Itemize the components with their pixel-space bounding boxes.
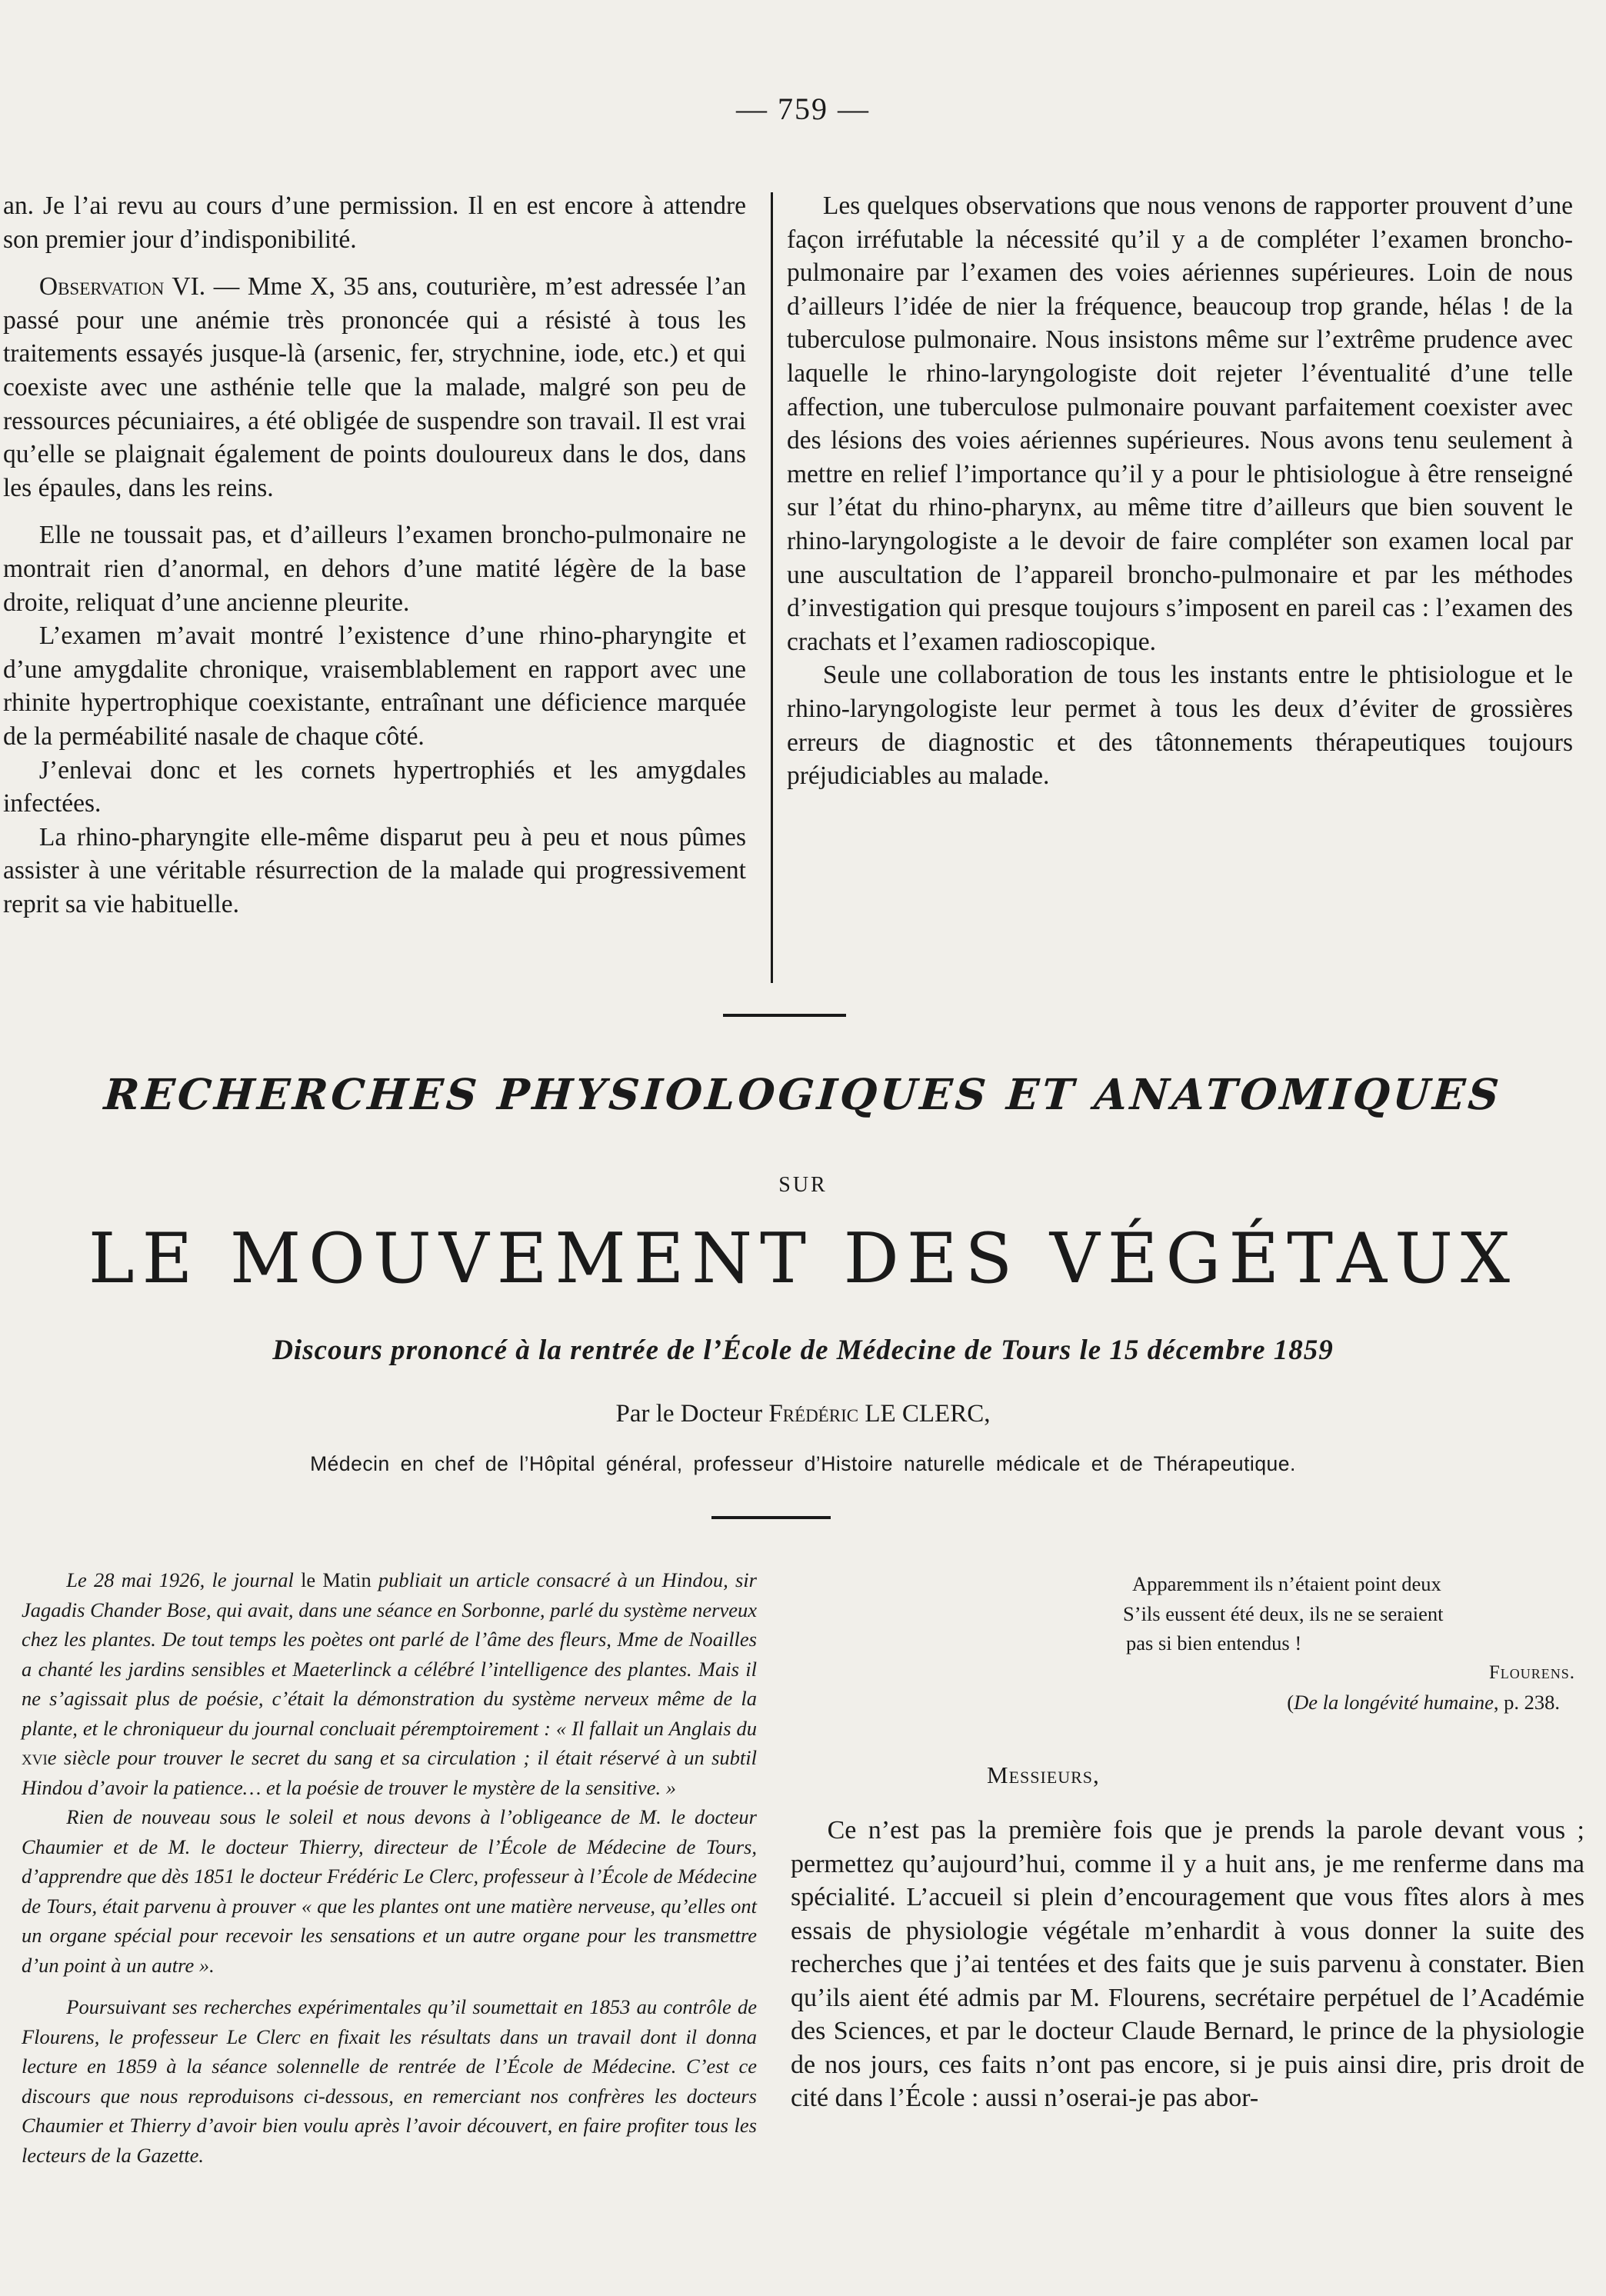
left-paragraph-5: J’enlevai donc et les cornets hypertrophiés et les amygdales infectées.	[3, 755, 746, 818]
speech-body	[791, 1814, 1584, 2115]
epigraph	[1123, 1569, 1583, 1718]
author-last-name: LE CLERC,	[858, 1400, 991, 1428]
right-column	[787, 189, 1573, 793]
section-separator-top	[723, 1014, 846, 1017]
left-paragraph-3: Elle ne toussait pas, et d’ailleurs l’examen broncho-pulmonaire ne montrait rien d’anormal, en dehors d’une matité légère de la base droite, reliquat d’une ancienne pleurite.	[3, 521, 746, 617]
observation-label: Observation VI.	[38, 272, 206, 302]
right-paragraph-2: Seule une collaboration de tous les instants entre le phtisiologue et le rhino-laryngologiste leur permet à tous les deux d’éviter de grossières erreurs de diagnostic et des tâtonnements thérapeutiques toujours préjudiciables au malade.	[787, 661, 1573, 791]
observation-text: — Mme X, 35 ans, couturière, m’est adressée l’an passé pour une anémie très prononcée qui a résisté à tous les traitements essayés jusque-là (arsenic, fer, strychnine, iode, etc.) et qui coexiste avec une asthénie telle que la malade, malgré son peu de ressources pécuniaires, a été obligée de suspendre son travail. Il est vrai qu’elle se plaignait également de points douloureux dans le dos, dans les épaules, dans les reins.	[3, 272, 746, 502]
left-paragraph-4: L’examen m’avait montré l’existence d’une rhino-pharyngite et d’une amygdalite chronique, vraisemblablement en rapport avec une rhinite hypertrophique coexistante, entraînant une déficience marquée de la perméabilité nasale de chaque côté.	[3, 621, 746, 751]
intro-newspaper-name: le Matin	[301, 1568, 372, 1591]
editorial-intro	[22, 1565, 757, 2170]
left-paragraph-1: an. Je l’ai revu au cours d’une permission. Il en est encore à attendre son premier jour d’indisponibilité.	[3, 192, 746, 254]
epigraph-author: Flourens.	[1488, 1661, 1575, 1683]
epigraph-source-page: , p. 238.	[1493, 1691, 1560, 1714]
byline-prefix: Par le Docteur	[615, 1400, 769, 1428]
article-title-line2: LE MOUVEMENT DES VÉGÉTAUX	[88, 1218, 1518, 1299]
epigraph-source	[1123, 1688, 1583, 1718]
article-subtitle: Discours prononcé à la rentrée de l’École de Médecine de Tours le 15 décembre 1859	[272, 1335, 1334, 1366]
section-separator-bottom	[711, 1516, 831, 1519]
epigraph-line-3: pas si bien entendus !	[1126, 1631, 1302, 1655]
epigraph-line-1: Apparemment ils n’étaient point deux	[1132, 1572, 1441, 1595]
column-divider	[771, 192, 773, 983]
left-column	[3, 189, 746, 921]
intro-century: xvi	[22, 1746, 48, 1769]
epigraph-line-2: S’ils eussent été deux, ils ne se seraient	[1123, 1601, 1444, 1625]
intro-paragraph-2: Rien de nouveau sous le soleil et nous devons à l’obligeance de M. le docteur Chaumier et de M. le docteur Thierry, directeur de l’École de Médecine de Tours, d’apprendre que dès 1851 le docteur Frédéric Le Clerc, professeur à l’École de Médecine de Tours, était parvenu à prouver « que les plantes ont une matière nerveuse, qu’elles ont un organe spécial pour recevoir les sensations et un autre organe pour les transmettre d’un point à un autre ».	[22, 1805, 757, 1977]
left-paragraph-observation	[3, 270, 746, 505]
epigraph-source-title: De la longévité humaine	[1294, 1691, 1494, 1714]
intro-p1-part-c: publiait un article consacré à un Hindou, sir Jagadis Chander Bose, qui avait, dans une séance en Sorbonne, parlé du système nerveux chez les plantes. De tout temps les poètes ont parlé de l’âme des fleurs, Mme de Noailles a chanté les jardins sensibles et Maeterlinck a célébré l’intelligence des plantes. Mais il ne s’agissait plus de poésie, c’était la démonstration du système nerveux même de la plante, et le chroniqueur du journal concluait péremptoirement : « Il fallait un Anglais du	[22, 1568, 757, 1740]
author-first-name: Frédéric	[768, 1400, 859, 1428]
right-paragraph-1: Les quelques observations que nous venons de rapporter prouvent d’une façon irréfutable la nécessité qu’il y a de compléter l’examen broncho-pulmonaire par l’examen des voies aériennes supérieures. Loin de nous d’ailleurs l’idée de nier la fréquence, beaucoup trop grande, hélas ! de la tuberculose pulmonaire. Nous insistons même sur l’extrême prudence avec laquelle le rhino-laryngologiste doit rejeter l’éventualité d’une telle affection, une tuberculose pulmonaire pouvant parfaitement coexister avec des lésions des voies aériennes supérieures. Nous avons tenu seulement à mettre en relief l’importance qu’il y a pour le phtisiologue à être renseigné sur l’état du rhino-pharynx, au même titre d’ailleurs que bien souvent le rhino-laryngologiste a le devoir de faire compléter son examen local par une auscultation de l’appareil broncho-pulmonaire et par les méthodes d’investigation qui presque toujours s’imposent en pareil cas : l’examen des crachats et l’examen radioscopique.	[787, 192, 1573, 656]
intro-paragraph-3: Poursuivant ses recherches expérimentales qu’il soumettait en 1853 au contrôle de Flourens, le professeur Le Clerc en fixait les résultats dans un travail dont il donna lecture en 1859 à la séance solennelle de rentrée de l’École de Médecine. C’est ce discours que nous reproduisons ci-dessous, en remerciant nos confrères les docteurs Chaumier et Thierry d’avoir bien voulu après l’avoir découvert, en faire profiter tous les lecteurs de la Gazette.	[22, 1995, 757, 2167]
left-paragraph-6: La rhino-pharyngite elle-même disparut peu à peu et nous pûmes assister à une véritable résurrection de la malade qui progressivement reprit sa vie habituelle.	[3, 822, 746, 918]
intro-p1-part-a: Le 28 mai 1926, le journal	[66, 1568, 302, 1591]
intro-p1-part-e: e siècle pour trouver le secret du sang et sa circulation ; il était réservé à un subtil Hindou d’avoir la patience… et la poésie de trouver le mystère de la sensitive. »	[22, 1746, 757, 1799]
speech-paragraph-1: Ce n’est pas la première fois que je prends la parole devant vous ; permettez qu’aujourd’hui, comme il y a huit ans, je me renferme dans ma spécialité. L’accueil si plein d’encouragement que vous fîtes alors à mes essais de physiologie végétale m’enhardit à vous donner la suite des recherches que j’ai tentées et des faits que je suis parvenu à constater. Bien qu’ils aient été admis par M. Flourens, secrétaire perpétuel de l’Académie des Sciences, et par le docteur Claude Bernard, le prince de la physiologie de nos jours, ces faits n’ont pas encore, si je puis ainsi dire, pris droit de cité dans l’École : aussi n’oserai-je pas abor-	[791, 1816, 1584, 2112]
intro-paragraph-1	[22, 1565, 757, 1802]
epigraph-source-open: (	[1287, 1691, 1294, 1714]
article-title-line1: RECHERCHES PHYSIOLOGIQUES ET ANATOMIQUES	[102, 1069, 1504, 1119]
author-affiliation: Médecin en chef de l’Hôpital général, professeur d’Histoire naturelle médicale et de Thérapeutique.	[310, 1452, 1296, 1475]
article-title-connector: SUR	[778, 1173, 828, 1197]
speech-salutation: Messieurs,	[987, 1761, 1100, 1788]
article-byline	[0, 1400, 1606, 1428]
page-number: — 759 —	[736, 92, 870, 126]
